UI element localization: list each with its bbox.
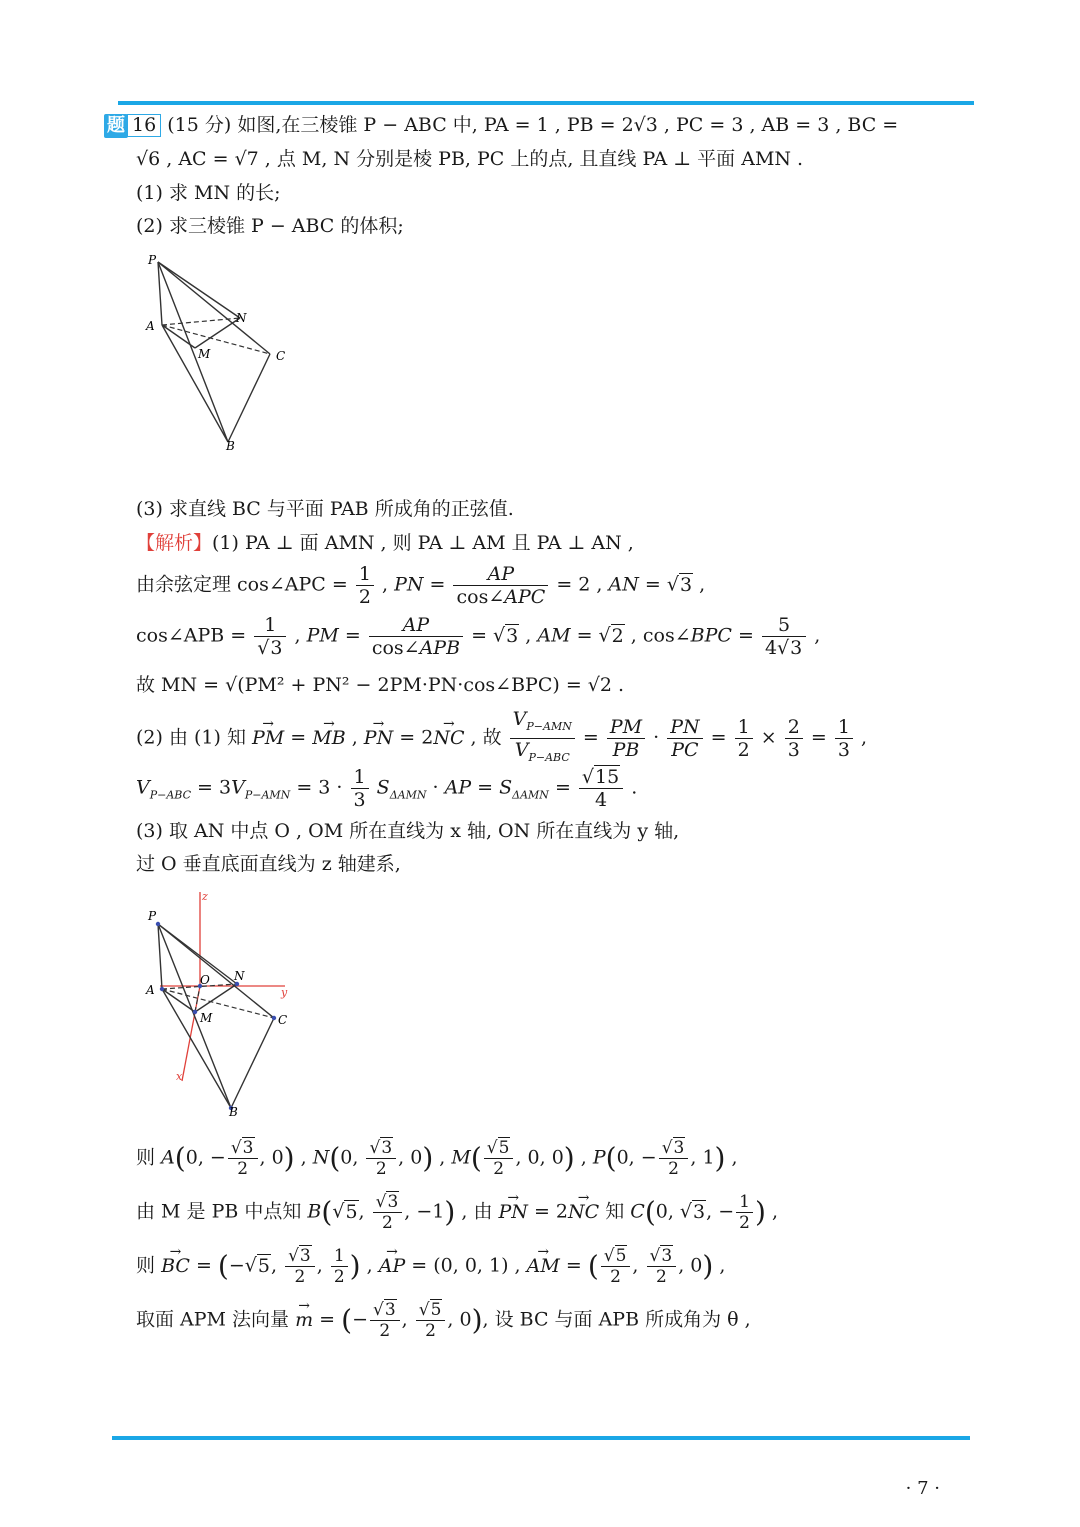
frac-root15-4: $\frac{√15}{4}$ bbox=[579, 766, 623, 811]
solution-line-5: (2) 由 (1) 知 → PM = → MB , → PN = 2→ NC , 故 $\frac{V_{P-AMN}}{V_{P-ABC}}$ = $\frac{PM}{PB}$ · $\frac{PN}{PC}$ = $\frac{1}{2}$ × $\frac{2}{3}$ = $\frac{1}{3}$ , bbox=[136, 708, 867, 769]
frac-pn-pc: $\frac{PN}{PC}$ bbox=[667, 716, 702, 761]
fig1-label-p: P bbox=[148, 253, 157, 267]
fig2-label-n: N bbox=[234, 969, 245, 983]
frac-root5-2-mvec: $\frac{√5}{2}$ bbox=[416, 1300, 446, 1341]
fig2-label-m: M bbox=[200, 1011, 213, 1025]
frac-root3-2-bc: $\frac{√3}{2}$ bbox=[285, 1246, 315, 1287]
frac-root3-2-b: $\frac{√3}{2}$ bbox=[373, 1192, 403, 1233]
figure-coordinate-system bbox=[140, 886, 300, 1121]
frac-root3-2-a: $\frac{√3}{2}$ bbox=[228, 1138, 258, 1179]
part2-text: (2) 由 (1) 知 bbox=[136, 726, 246, 749]
fig1-label-m: M bbox=[198, 347, 211, 361]
cos-apb-text: cos∠APB = bbox=[136, 624, 247, 647]
solution-line-8: 过 O 垂直底面直线为 z 轴建系, bbox=[136, 853, 401, 875]
problem-text-1: 如图,在三棱锥 P − ABC 中, PA = 1 , PB = 2√3 , PC = 3 , AB = 3 , BC = bbox=[237, 114, 899, 136]
problem-tag: 题 bbox=[104, 114, 128, 138]
coords-intro: 则 bbox=[136, 1146, 156, 1169]
frac-half-c: $\frac{1}{2}$ bbox=[736, 1192, 753, 1233]
problem-line-1 bbox=[104, 112, 898, 138]
solution-line-4: 故 MN = √(PM² + PN² − 2PM·PN·cos∠BPC) = √2 . bbox=[136, 674, 625, 696]
solution-line-6: $V_{P-ABC} = 3V_{P-AMN} = 3$ · $\frac{1}{3}$ $S_{\Delta AMN}$ · AP = $S_{\Delta AMN}$ = $\frac{√15}{4}$ . bbox=[136, 766, 638, 811]
solution-line-7: (3) 取 AN 中点 O , OM 所在直线为 x 轴, ON 所在直线为 y 轴, bbox=[136, 820, 680, 842]
fig2-label-b: B bbox=[229, 1105, 238, 1119]
fig2-label-c: C bbox=[278, 1013, 288, 1027]
bottom-rule bbox=[112, 1436, 970, 1440]
solution-line-9: 则 A(0, − $\frac{√3}{2}$ , 0) , N(0, $\frac{√3}{2}$ , 0) , M( $\frac{√5}{2}$ , 0, 0) , P(0, − $\frac{√3}{2}$ , 1) , bbox=[136, 1138, 738, 1179]
fig2-axis-z: z bbox=[202, 890, 208, 903]
problem-number: 16 bbox=[127, 114, 161, 137]
fig2-label-p: P bbox=[148, 909, 157, 923]
frac-volume-ratio: $\frac{V_{P-AMN}}{V_{P-ABC}}$ bbox=[510, 708, 575, 769]
frac-one-third: $\frac{1}{3}$ bbox=[835, 716, 853, 761]
page-number: · 7 · bbox=[905, 1478, 940, 1499]
frac-root3-2-p: $\frac{√3}{2}$ bbox=[659, 1138, 689, 1179]
problem-score: (15 分) bbox=[167, 114, 232, 136]
solution-line-3: cos∠APB = $\frac{1}{√3}$ , PM = $\frac{AP}{\text{cos∠APB}}$ = √3 , AM = √2 , cos∠BPC = $\frac{5}{4√3}$ , bbox=[136, 614, 821, 659]
solution-line-10: 由 M 是 PB 中点知 B(√5, $\frac{√3}{2}$ , −1) , 由 → PN = 2→ NC 知 C(0, √3, − $\frac{1}{2}$ ) , bbox=[136, 1192, 778, 1233]
frac-one-root3: $\frac{1}{√3}$ bbox=[254, 614, 286, 659]
question-2: (2) 求三棱锥 P − ABC 的体积; bbox=[136, 215, 404, 237]
frac-one-third-b: $\frac{1}{3}$ bbox=[351, 766, 369, 811]
solution-line-12: 取面 APM 法向量 → m = (− $\frac{√3}{2}$ , $\frac{√5}{2}$ , 0), 设 BC 与面 APB 所成角为 θ , bbox=[136, 1300, 751, 1341]
frac-five-4root3: $\frac{5}{4√3}$ bbox=[762, 614, 806, 659]
frac-ap-cos-apb: $\frac{AP}{\text{cos∠APB}}$ bbox=[369, 614, 463, 659]
angle-theta-text: , 设 BC 与面 APB 所成角为 θ , bbox=[482, 1308, 751, 1331]
figure-pyramid bbox=[140, 250, 300, 455]
question-3: (3) 求直线 BC 与平面 PAB 所成角的正弦值. bbox=[136, 498, 514, 520]
frac-half: $\frac{1}{2}$ bbox=[735, 716, 753, 761]
fig1-label-a: A bbox=[146, 319, 155, 333]
problem-line-2: √6 , AC = √7 , 点 M, N 分别是棱 PB, PC 上的点, 且直线 PA ⊥ 平面 AMN . bbox=[136, 148, 804, 170]
fig2-label-a: A bbox=[146, 983, 155, 997]
cosine-law-text: 由余弦定理 cos∠APC = bbox=[136, 573, 348, 596]
normal-vector-text: 取面 APM 法向量 bbox=[136, 1308, 290, 1331]
frac-root3-2-m: $\frac{√3}{2}$ bbox=[370, 1300, 400, 1341]
frac-root3-2-n: $\frac{√3}{2}$ bbox=[366, 1138, 396, 1179]
volume-symbol: V bbox=[136, 776, 150, 799]
solution-line-1 bbox=[136, 530, 634, 556]
fig2-axis-y: y bbox=[281, 986, 288, 999]
top-rule bbox=[118, 101, 974, 105]
frac-two-thirds: $\frac{2}{3}$ bbox=[785, 716, 803, 761]
question-1: (1) 求 MN 的长; bbox=[136, 182, 281, 204]
vectors-intro: 则 bbox=[136, 1254, 156, 1277]
midpoint-text: 由 M 是 PB 中点知 bbox=[136, 1200, 302, 1223]
fig1-label-c: C bbox=[276, 349, 286, 363]
frac-root5-2-am: $\frac{√5}{2}$ bbox=[601, 1246, 631, 1287]
fig2-axis-x: x bbox=[176, 1070, 183, 1083]
frac-pm-pb: $\frac{PM}{PB}$ bbox=[607, 716, 645, 761]
solution-line-11: 则 → BC = (−√5, $\frac{√3}{2}$ , $\frac{1}{2}$ ) , → AP = (0, 0, 1) , → AM = ( $\frac{√5}{2}$ , $\frac{√3}{2}$ , 0) , bbox=[136, 1246, 725, 1287]
solution-line-2: 由余弦定理 cos∠APC = $\frac{1}{2}$ , PN = $\frac{AP}{\text{cos∠APC}}$ = 2 , AN = √3 , bbox=[136, 563, 706, 608]
frac-one-half: $\frac{1}{2}$ bbox=[356, 563, 374, 608]
frac-ap-cos-apc: $\frac{AP}{\text{cos∠APC}}$ bbox=[453, 563, 548, 608]
frac-half-bc: $\frac{1}{2}$ bbox=[331, 1246, 348, 1287]
frac-root5-2-m: $\frac{√5}{2}$ bbox=[484, 1138, 514, 1179]
solution-label: 【解析】 bbox=[136, 532, 213, 554]
fig2-label-o: O bbox=[200, 973, 210, 987]
frac-root3-2-am: $\frac{√3}{2}$ bbox=[647, 1246, 677, 1287]
solution-text-1: (1) PA ⊥ 面 AMN , 则 PA ⊥ AM 且 PA ⊥ AN , bbox=[212, 532, 634, 554]
fig1-label-n: N bbox=[236, 311, 247, 325]
fig1-label-b: B bbox=[226, 439, 235, 453]
